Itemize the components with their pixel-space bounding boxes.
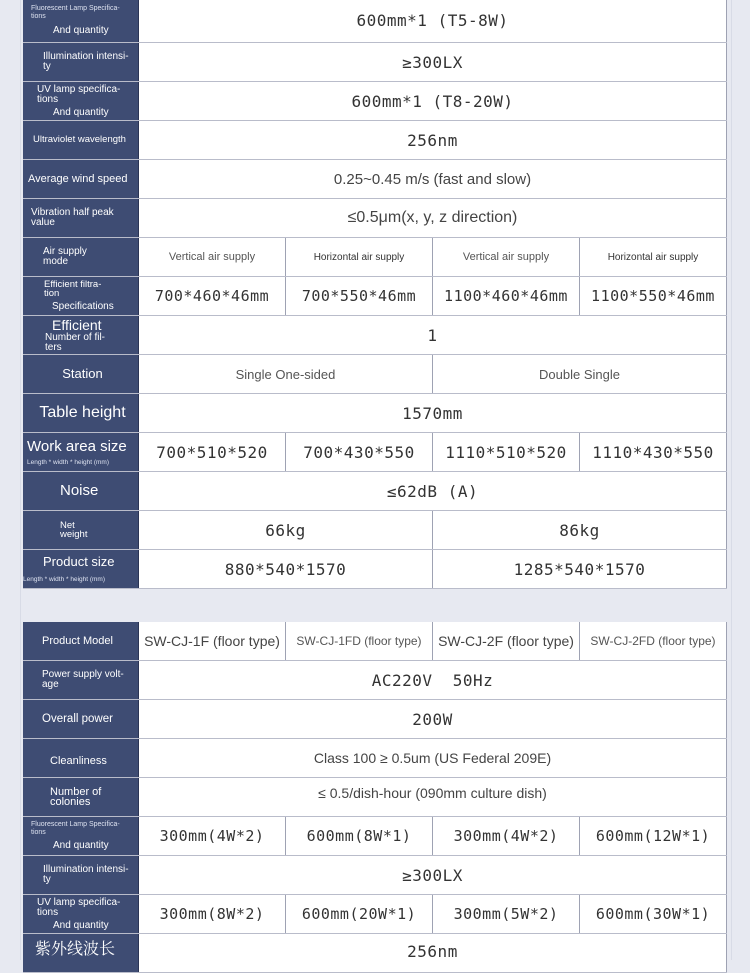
label-subtext: Number of fil-ters	[45, 332, 106, 353]
value-cleanliness: Class 100 ≥ 0.5um (US Federal 209E)	[313, 750, 552, 766]
label-filtration	[23, 277, 139, 315]
value-illumination: ≥300LX	[402, 52, 463, 72]
label-text: Efficient	[52, 317, 102, 333]
value-net-weight-2: 86kg	[432, 511, 726, 549]
value-fluorescent-lamp-2-1: 300mm(4W*2)	[159, 827, 265, 845]
value-overall-power: 200W	[412, 709, 453, 729]
row-filtration	[23, 277, 727, 316]
label-product-size	[23, 550, 139, 588]
value-product-model-3: SW-CJ-2F (floor type)	[432, 622, 579, 660]
row-uv-lamp-2	[23, 895, 727, 934]
value-uv-wavelength-2: 256nm	[407, 942, 458, 961]
label-station: Station	[23, 355, 139, 393]
value-uv-lamp-2-1: 300mm(8W*2)	[159, 905, 265, 923]
label-subtext: And quantity	[53, 919, 109, 931]
row-vibration	[23, 199, 727, 238]
value-fluorescent-lamp-2-2: 600mm(8W*1)	[285, 817, 432, 855]
label-text: Fluorescent Lamp Specifica-tions	[31, 821, 120, 836]
value-wind-speed: 0.25~0.45 m/s (fast and slow)	[333, 170, 532, 188]
row-air-supply	[23, 238, 727, 277]
row-illumination	[23, 43, 727, 82]
value-colonies: ≤ 0.5/dish-hour (090mm culture dish)	[318, 785, 547, 801]
label-work-area	[23, 433, 139, 471]
row-fluorescent-lamp	[23, 0, 727, 43]
row-uv-wavelength	[23, 121, 727, 160]
value-table-height: 1570mm	[402, 403, 463, 423]
row-wind-speed	[23, 160, 727, 199]
value-station-2: Double Single	[432, 355, 726, 393]
spec-table-2	[23, 622, 727, 973]
label-cleanliness: Cleanliness	[23, 739, 139, 777]
label-text: Product size	[43, 554, 115, 569]
value-product-model-1: SW-CJ-1F (floor type)	[144, 633, 280, 649]
value-uv-lamp-2-3: 300mm(5W*2)	[432, 895, 579, 933]
value-vibration: ≤0.5μm(x, y, z direction)	[347, 209, 518, 226]
value-work-area-1: 700*510*520	[156, 442, 268, 462]
label-fluorescent-lamp	[23, 0, 139, 42]
row-product-model	[23, 622, 727, 661]
label-uv-lamp-2	[23, 895, 139, 933]
spec-table-1	[23, 0, 727, 589]
value-net-weight-1: 66kg	[265, 520, 306, 540]
value-product-size-2: 1285*540*1570	[432, 550, 726, 588]
value-fluorescent-lamp-2-3: 300mm(4W*2)	[432, 817, 579, 855]
row-illumination-2	[23, 856, 727, 895]
label-table-height: Table height	[23, 394, 139, 432]
value-filtration-3: 1100*460*46mm	[432, 277, 579, 315]
label-subtext: And quantity	[53, 106, 109, 118]
value-filtration-4: 1100*550*46mm	[579, 277, 726, 315]
label-text: UV lamp specifica-tions	[37, 896, 121, 918]
row-fluorescent-lamp-2	[23, 817, 727, 856]
label-vibration: Vibration half peak value	[23, 199, 139, 237]
row-noise	[23, 472, 727, 511]
value-fluorescent-lamp-2-4: 600mm(12W*1)	[579, 817, 726, 855]
row-power-supply	[23, 661, 727, 700]
row-efficient-filters	[23, 316, 727, 355]
label-uv-wavelength-2: 紫外线波长	[23, 934, 139, 972]
label-text: Work area size	[27, 437, 127, 455]
value-illumination-2: ≥300LX	[402, 865, 463, 885]
label-text: Fluorescent Lamp Specifica-tions	[31, 5, 120, 20]
value-fluorescent-lamp: 600mm*1 (T5-8W)	[356, 11, 509, 30]
value-air-supply-4: Horizontal air supply	[579, 238, 726, 276]
value-air-supply-1: Vertical air supply	[168, 251, 256, 263]
label-air-supply: Air supply mode	[23, 238, 139, 276]
value-noise: ≤62dB (A)	[386, 481, 479, 501]
value-product-model-2: SW-CJ-1FD (floor type)	[285, 622, 432, 660]
label-overall-power: Overall power	[23, 700, 139, 738]
row-work-area	[23, 433, 727, 472]
label-subtext: Length * width * height (mm)	[23, 576, 106, 583]
value-uv-wavelength: 256nm	[407, 130, 458, 150]
label-text: Efficient filtra-tion	[44, 279, 102, 299]
label-uv-wavelength: Ultraviolet wavelength	[23, 121, 139, 159]
value-air-supply-2: Horizontal air supply	[285, 238, 432, 276]
label-noise: Noise	[23, 472, 139, 510]
label-product-model: Product Model	[23, 622, 139, 660]
value-uv-lamp-2-4: 600mm(30W*1)	[579, 895, 726, 933]
row-station	[23, 355, 727, 394]
label-uv-lamp	[23, 82, 139, 120]
value-product-size-1: 880*540*1570	[224, 559, 347, 579]
row-cleanliness	[23, 739, 727, 778]
row-net-weight	[23, 511, 727, 550]
value-work-area-2: 700*430*550	[285, 433, 432, 471]
row-table-height	[23, 394, 727, 433]
label-subtext: Length * width * height (mm)	[27, 458, 110, 466]
value-station-1: Single One-sided	[235, 366, 336, 382]
label-subtext: And quantity	[53, 840, 109, 851]
label-subtext: Specifications	[52, 301, 114, 312]
value-filtration-2: 700*550*46mm	[285, 277, 432, 315]
label-illumination-2: Illumination intensi-ty	[23, 856, 139, 894]
row-colonies	[23, 778, 727, 817]
value-air-supply-3: Vertical air supply	[432, 238, 579, 276]
label-efficient-filters	[23, 316, 139, 354]
value-efficient-filters: 1	[427, 325, 438, 345]
label-text: UV lamp specifica-tions	[37, 83, 121, 105]
label-illumination: Illumination intensi-ty	[23, 43, 139, 81]
value-filtration-1: 700*460*46mm	[154, 287, 270, 305]
row-uv-lamp	[23, 82, 727, 121]
value-product-model-4: SW-CJ-2FD (floor type)	[579, 622, 726, 660]
value-work-area-3: 1110*510*520	[432, 433, 579, 471]
label-net-weight: Net weight	[23, 511, 139, 549]
label-wind-speed: Average wind speed	[23, 160, 139, 198]
label-power-supply: Power supply volt-age	[23, 661, 139, 699]
row-product-size	[23, 550, 727, 589]
value-uv-lamp-2-2: 600mm(20W*1)	[285, 895, 432, 933]
value-power-supply: AC220V 50Hz	[371, 670, 494, 690]
label-subtext: And quantity	[53, 25, 109, 36]
row-overall-power	[23, 700, 727, 739]
label-colonies: Number of colonies	[23, 778, 139, 816]
value-uv-lamp: 600mm*1 (T8-20W)	[351, 91, 514, 111]
row-uv-wavelength-2	[23, 934, 727, 973]
value-work-area-4: 1110*430*550	[579, 433, 726, 471]
label-fluorescent-lamp-2	[23, 817, 139, 855]
